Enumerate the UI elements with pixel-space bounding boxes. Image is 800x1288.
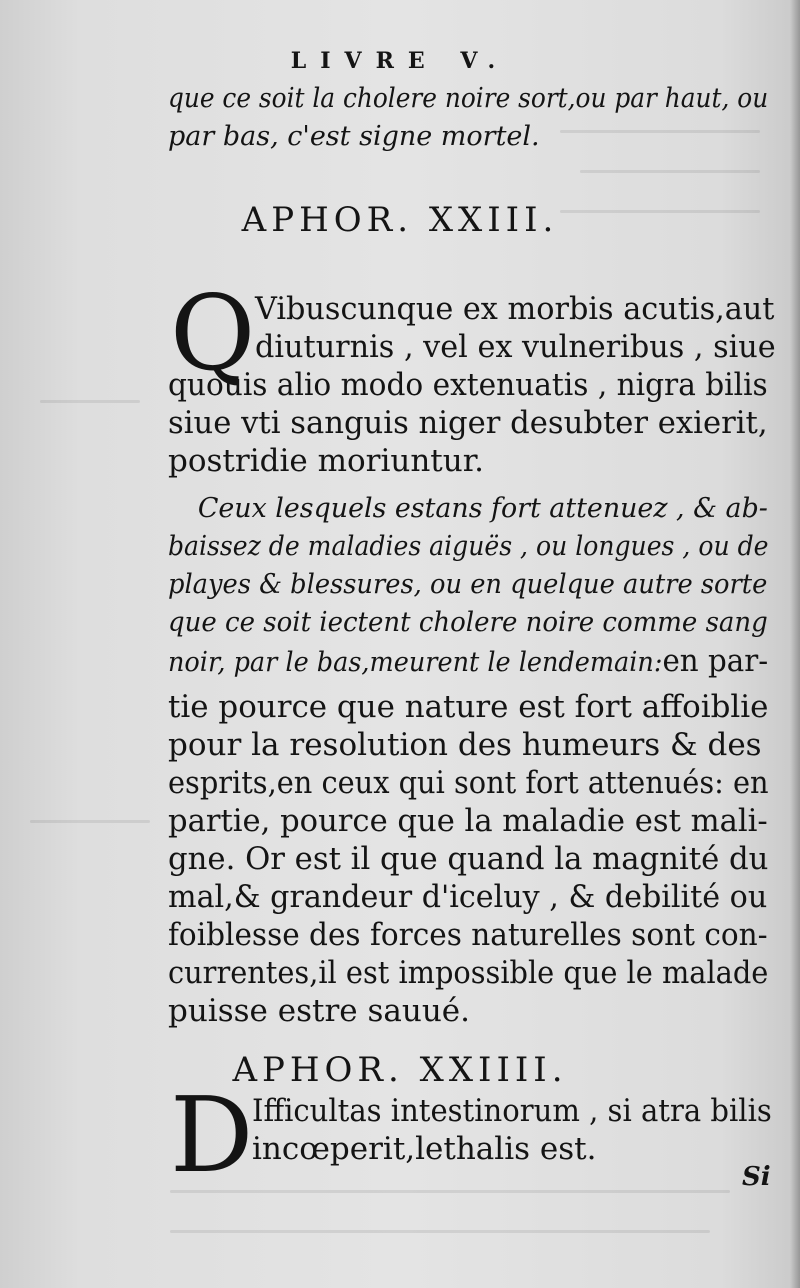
commentary-line-6: mal,& grandeur d'iceluy , & debilité ou xyxy=(168,879,768,915)
commentary-line-3: esprits,en ceux qui sont fort attenués: en xyxy=(168,765,769,801)
commentary-line-2: pour la resolution des humeurs & des xyxy=(168,727,762,763)
aphorism-23-latin-indented xyxy=(255,290,775,366)
catchword: Si xyxy=(742,1162,771,1192)
aphorism-23-latin xyxy=(168,366,768,480)
french-line-5-roman: en par- xyxy=(662,643,769,679)
intro-line-1: que ce soit la cholere noire sort,ou par haut, ou xyxy=(168,83,769,114)
latin-line-1: Vibuscunque ex morbis acutis,aut xyxy=(255,291,775,327)
aphorism-23-commentary xyxy=(168,688,768,1030)
intro-line-2: par bas, c'est signe mortel. xyxy=(168,121,540,152)
commentary-line-9: puisse estre sauué. xyxy=(168,993,470,1029)
drop-cap-d: D xyxy=(170,1074,254,1196)
latin-line-2: diuturnis , vel ex vulneribus , siue xyxy=(255,329,776,365)
french-line-4: que ce soit iectent cholere noire comme sang xyxy=(168,607,768,638)
latin24-line-2: incœperit,lethalis est. xyxy=(252,1131,597,1167)
drop-cap-q: Q xyxy=(170,272,256,394)
french-line-1: Ceux lesquels estans fort attenuez , & ab- xyxy=(197,493,768,524)
latin24-line-1: Ifficultas intestinorum , si atra bilis xyxy=(252,1093,772,1129)
running-head: LIVRE V. xyxy=(290,48,510,74)
french-line-5-italic: noir, par le bas,meurent le lendemain: xyxy=(168,647,663,678)
aphorism-23-heading: APHOR. XXIII. xyxy=(241,200,559,240)
aphorism-24-latin xyxy=(252,1092,772,1168)
french-line-2: baissez de maladies aiguës , ou longues , ou de xyxy=(168,531,769,562)
latin-line-4: siue vti sanguis niger desubter exierit, xyxy=(168,405,768,441)
commentary-line-5: gne. Or est il que quand la magnité du xyxy=(168,841,769,877)
intro-text xyxy=(168,80,768,156)
latin-line-5: postridie moriuntur. xyxy=(168,443,484,479)
commentary-line-7: foiblesse des forces naturelles sont con- xyxy=(168,917,768,953)
aphorism-23-french xyxy=(168,490,768,680)
latin-line-3: quouis alio modo extenuatis , nigra bilis xyxy=(168,367,768,403)
french-line-5 xyxy=(168,642,769,680)
page-edge-shadow xyxy=(790,0,800,1288)
aphorism-24-heading: APHOR. XXIIII. xyxy=(232,1050,568,1090)
commentary-line-1: tie pource que nature est fort affoiblie xyxy=(168,689,769,725)
commentary-line-8: currentes,il est impossible que le malade xyxy=(168,955,769,991)
commentary-line-4: partie, pource que la maladie est mali- xyxy=(168,803,768,839)
french-line-3: playes & blessures, ou en quelque autre sorte xyxy=(168,569,768,600)
